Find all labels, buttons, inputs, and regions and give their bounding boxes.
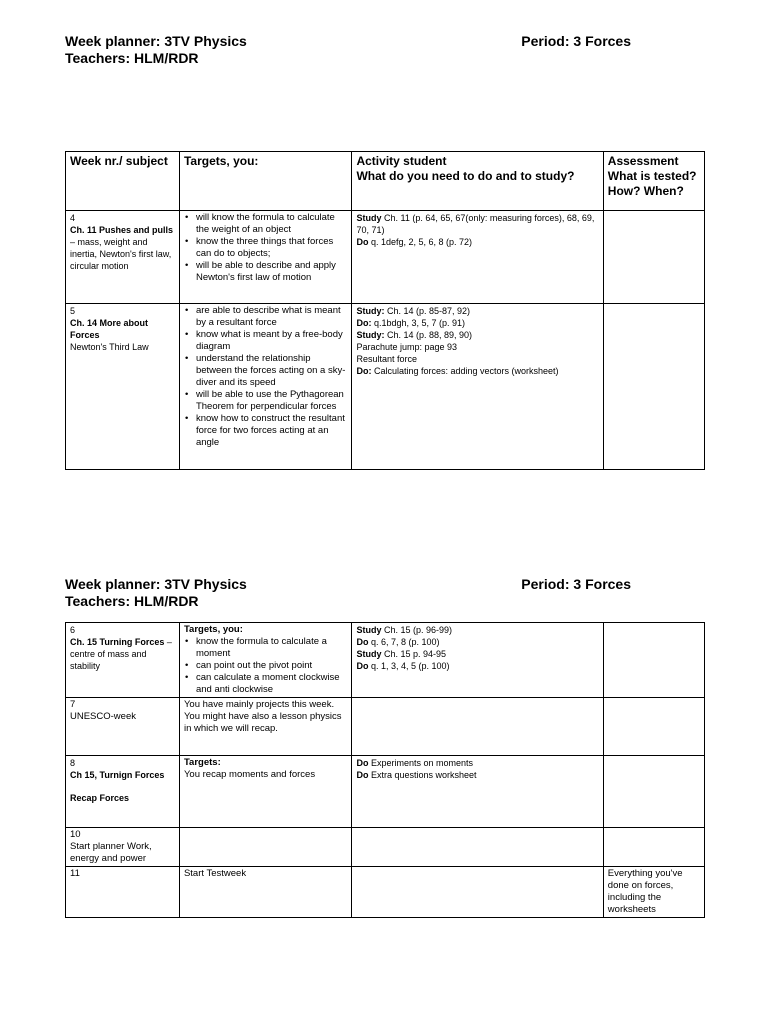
list-item: • can calculate a moment clockwise and anti clockwise	[184, 672, 348, 696]
week-number: 4	[70, 213, 76, 223]
week-number: 7	[70, 699, 76, 710]
subject-title: Ch 15, Turnign Forces	[70, 770, 165, 780]
activity-cell	[352, 623, 603, 698]
activity-line: Do: q.1bdgh, 3, 5, 7 (p. 91)	[356, 318, 466, 328]
list-item: • will know the formula to calculate the weight of an object	[184, 212, 348, 236]
table-row	[66, 211, 705, 304]
planner-period: Period: 3 Forces	[521, 33, 631, 49]
list-item: • know the three things that forces can do to objects;	[184, 236, 348, 260]
activity-line: Do Experiments on moments	[356, 758, 474, 768]
week-number: 10	[70, 829, 81, 840]
targets-list	[184, 305, 348, 449]
subject-description: Newton's Third Law	[70, 342, 149, 352]
col-header-week: Week nr./ subject	[66, 152, 180, 211]
activity-line: Do q. 1, 3, 4, 5 (p. 100)	[356, 661, 450, 671]
col-header-activity	[352, 152, 603, 211]
targets-title: Targets, you:	[183, 624, 243, 635]
table-header-row	[66, 152, 705, 211]
activity-line: Parachute jump: page 93	[356, 342, 458, 352]
table-row	[66, 756, 705, 828]
targets-cell	[179, 756, 352, 828]
week-number: 8	[70, 758, 76, 768]
list-item: • know the formula to calculate a moment	[184, 636, 348, 660]
assessment-cell	[603, 698, 704, 756]
activity-line: Do q. 6, 7, 8 (p. 100)	[356, 637, 440, 647]
targets-cell	[179, 211, 352, 304]
week-cell	[66, 698, 180, 756]
targets-list	[184, 212, 348, 284]
targets-cell	[179, 304, 352, 470]
activity-cell	[352, 756, 603, 828]
targets-list	[184, 636, 348, 696]
list-item: • understand the relationship between the forces acting on a sky-diver and its speed	[184, 353, 348, 389]
targets-cell	[179, 828, 352, 867]
col-header-assessment-text: Assessment What is tested? How? When?	[607, 154, 697, 198]
activity-line: Do Extra questions worksheet	[356, 770, 477, 780]
subject-title: Ch. 15 Turning Forces	[70, 637, 165, 647]
list-item: • know what is meant by a free-body diagram	[184, 329, 348, 353]
subject-subtitle: Recap Forces	[70, 793, 130, 803]
activity-line: Resultant force	[356, 354, 417, 364]
page-header-2	[65, 576, 645, 610]
subject-description: – mass, weight and inertia, Newton's first law, circular motion	[70, 237, 172, 271]
activity-line: Do q. 1defg, 2, 5, 6, 8 (p. 72)	[356, 237, 473, 247]
list-item: • will be able to use the Pythagorean Theorem for perpendicular forces	[184, 389, 348, 413]
page-header-1	[65, 33, 645, 67]
col-header-activity-text: Activity student What do you need to do and to study?	[356, 154, 575, 183]
col-header-assessment	[603, 152, 704, 211]
planner-teachers: Teachers: HLM/RDR	[65, 593, 199, 609]
week-number: 5	[70, 306, 76, 316]
planner-title: Week planner: 3TV Physics	[65, 33, 247, 49]
activity-cell	[352, 828, 603, 867]
week-cell	[66, 211, 180, 304]
week-cell	[66, 756, 180, 828]
week-cell	[66, 304, 180, 470]
table-row	[66, 698, 705, 756]
subject-title: Ch. 14 More about Forces	[70, 318, 149, 340]
table-row	[66, 867, 705, 918]
planner-table-2	[65, 622, 705, 918]
activity-line: Study Ch. 11 (p. 64, 65, 67(only: measuring forces), 68, 69, 70, 71)	[356, 213, 595, 235]
list-item: • are able to describe what is meant by a resultant force	[184, 305, 348, 329]
targets-cell	[179, 623, 352, 698]
col-header-targets: Targets, you:	[179, 152, 352, 211]
assessment-cell	[603, 304, 704, 470]
assessment-cell	[603, 211, 704, 304]
subject-description: – centre of mass and stability	[70, 637, 172, 671]
table-row	[66, 304, 705, 470]
activity-cell	[352, 698, 603, 756]
assessment-cell: Everything you've done on forces, including the worksheets	[603, 867, 704, 918]
week-cell	[66, 828, 180, 867]
activity-cell	[352, 304, 603, 470]
list-item: • know how to construct the resultant force for two forces acting at an angle	[184, 413, 348, 449]
list-item: • will be able to describe and apply Newton's first law of motion	[184, 260, 348, 284]
activity-line: Study Ch. 15 (p. 96-99)	[356, 625, 453, 635]
activity-line: Do: Calculating forces: adding vectors (worksheet)	[356, 366, 559, 376]
targets-title: Targets:	[183, 757, 221, 768]
table-row	[66, 623, 705, 698]
week-cell	[66, 867, 180, 918]
planner-table-1	[65, 151, 705, 470]
table-row	[66, 828, 705, 867]
assessment-cell	[603, 623, 704, 698]
subject-title: Start planner Work, energy and power	[70, 841, 152, 864]
planner-period: Period: 3 Forces	[521, 576, 631, 592]
assessment-cell	[603, 756, 704, 828]
list-item: • can point out the pivot point	[184, 660, 348, 672]
targets-cell: Start Testweek	[179, 867, 352, 918]
week-number: 11	[70, 868, 80, 879]
subject-title: UNESCO-week	[70, 711, 136, 722]
activity-cell	[352, 211, 603, 304]
activity-cell	[352, 867, 603, 918]
targets-cell: You have mainly projects this week. You might have also a lesson physics in which we will recap.	[179, 698, 352, 756]
targets-text: You recap moments and forces	[183, 769, 316, 780]
activity-line: Study: Ch. 14 (p. 88, 89, 90)	[356, 330, 473, 340]
planner-teachers: Teachers: HLM/RDR	[65, 50, 199, 66]
planner-title: Week planner: 3TV Physics	[65, 576, 247, 592]
week-cell	[66, 623, 180, 698]
assessment-cell	[603, 828, 704, 867]
subject-title: Ch. 11 Pushes and pulls	[70, 225, 174, 235]
week-number: 6	[70, 625, 76, 635]
activity-line: Study Ch. 15 p. 94-95	[356, 649, 447, 659]
activity-line: Study: Ch. 14 (p. 85-87, 92)	[356, 306, 471, 316]
